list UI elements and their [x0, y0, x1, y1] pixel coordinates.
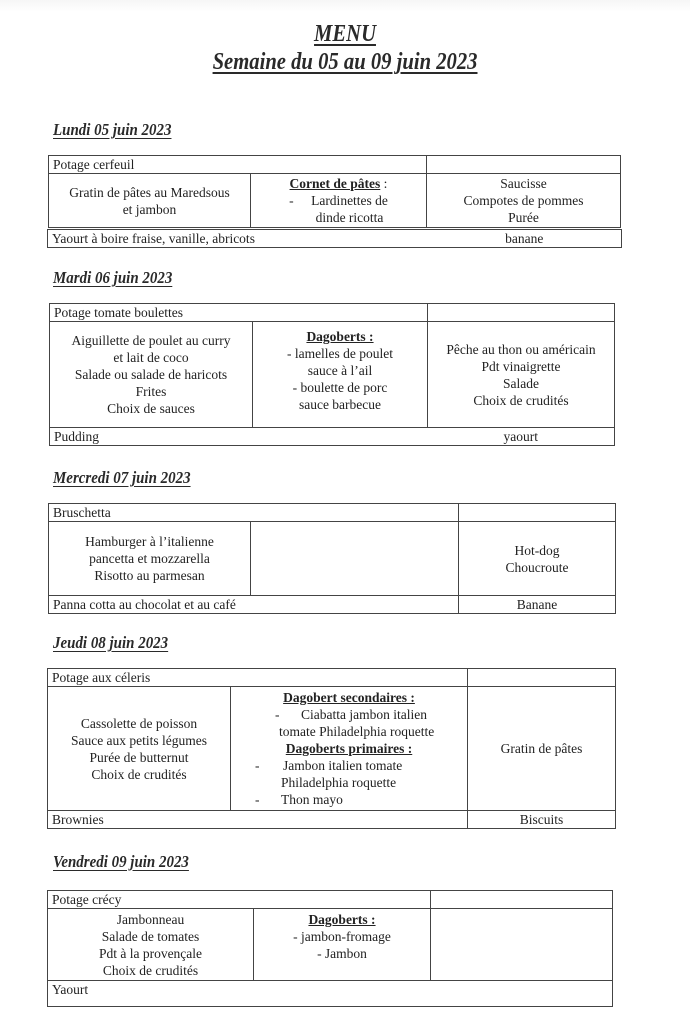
main-row	[48, 909, 613, 981]
main-row	[50, 322, 615, 428]
main-row	[49, 522, 616, 596]
main-dish-cell: Hamburger à l’italienne pancetta et mozzarella Risotto au parmesan	[49, 522, 251, 596]
starter-alt-cell	[428, 304, 615, 322]
dessert-cell: Brownies	[48, 811, 468, 829]
sandwich-cell: Dagobert secondaires : - Ciabatta jambon italien tomate Philadelphia roquette Dagoberts primaires : - Jambon italien tomate Philadelphia roquette - Thon mayo	[231, 687, 468, 811]
dessert-cell: Pudding	[50, 428, 428, 446]
starter-row	[48, 891, 613, 909]
starter-cell: Potage tomate boulettes	[50, 304, 428, 322]
sandwich-header: Cornet de pâtes	[289, 176, 381, 191]
dessert-cell: Panna cotta au chocolat et au café	[49, 596, 459, 614]
starter-cell: Potage crécy	[48, 891, 431, 909]
alternative-dish-cell: Pêche au thon ou américain Pdt vinaigrette Salade Choix de crudités	[428, 322, 615, 428]
sandwich-header: Dagoberts :	[308, 912, 376, 927]
menu-table-mardi	[49, 303, 615, 446]
starter-cell: Potage cerfeuil	[49, 156, 427, 174]
starter-row	[48, 669, 616, 687]
day-heading-vendredi: Vendredi 09 juin 2023	[53, 852, 189, 871]
main-dish-cell: Gratin de pâtes au Maredsous et jambon	[49, 174, 251, 228]
sandwich-cell	[251, 522, 459, 596]
day-heading-mardi: Mardi 06 juin 2023	[53, 268, 173, 287]
menu-table-mercredi	[48, 503, 616, 614]
starter-alt-cell	[459, 504, 616, 522]
starter-row	[49, 156, 621, 174]
day-heading-jeudi: Jeudi 08 juin 2023	[53, 633, 169, 652]
sandwich-header: Dagoberts :	[306, 329, 374, 344]
scan-bleed	[0, 0, 690, 12]
document-header	[0, 20, 690, 76]
sandwich-header-primary: Dagoberts primaires :	[285, 741, 413, 756]
starter-row	[49, 504, 616, 522]
dessert-alt-cell: banane	[428, 230, 622, 248]
sandwich-cell: Dagoberts : - lamelles de poulet sauce à l’ail - boulette de porc sauce barbecue	[253, 322, 428, 428]
starter-row	[50, 304, 615, 322]
starter-cell: Potage aux céleris	[48, 669, 468, 687]
starter-alt-cell	[427, 156, 621, 174]
alternative-dish-cell	[431, 909, 613, 981]
page-subtitle: Semaine du 05 au 09 juin 2023	[212, 49, 478, 75]
main-row	[48, 687, 616, 811]
main-dish-cell: Cassolette de poisson Sauce aux petits légumes Purée de butternut Choix de crudités	[48, 687, 231, 811]
day-heading-mercredi: Mercredi 07 juin 2023	[53, 468, 191, 487]
starter-alt-cell	[468, 669, 616, 687]
page-title: MENU	[314, 21, 376, 47]
alternative-dish-cell: Gratin de pâtes	[468, 687, 616, 811]
alternative-dish-cell: Saucisse Compotes de pommes Purée	[427, 174, 621, 228]
dessert-row	[48, 981, 613, 1007]
starter-alt-cell	[431, 891, 613, 909]
menu-table-jeudi	[47, 668, 616, 829]
dessert-cell: Yaourt	[48, 981, 613, 1007]
dessert-alt-cell: yaourt	[428, 428, 615, 446]
main-row	[49, 174, 621, 228]
menu-table-vendredi	[47, 890, 613, 1007]
alternative-dish-cell: Hot-dog Choucroute	[459, 522, 616, 596]
dessert-alt-cell: Banane	[459, 596, 616, 614]
day-heading-lundi: Lundi 05 juin 2023	[53, 120, 172, 139]
sandwich-header-secondary: Dagobert secondaires :	[283, 690, 415, 705]
starter-cell: Bruschetta	[49, 504, 459, 522]
main-dish-cell: Jambonneau Salade de tomates Pdt à la provençale Choix de crudités	[48, 909, 254, 981]
sandwich-cell: Dagoberts : - jambon-fromage - Jambon	[254, 909, 431, 981]
main-dish-cell: Aiguillette de poulet au curry et lait de coco Salade ou salade de haricots Frites Choix de sauces	[50, 322, 253, 428]
dessert-table-lundi	[47, 229, 622, 248]
dessert-alt-cell: Biscuits	[468, 811, 616, 829]
dessert-cell: Yaourt à boire fraise, vanille, abricots	[48, 230, 428, 248]
sandwich-cell: Cornet de pâtes : - Lardinettes de dinde ricotta	[251, 174, 427, 228]
dessert-row	[48, 230, 622, 248]
menu-table-lundi	[48, 155, 621, 228]
dessert-row	[49, 596, 616, 614]
dessert-row	[48, 811, 616, 829]
dessert-row	[50, 428, 615, 446]
